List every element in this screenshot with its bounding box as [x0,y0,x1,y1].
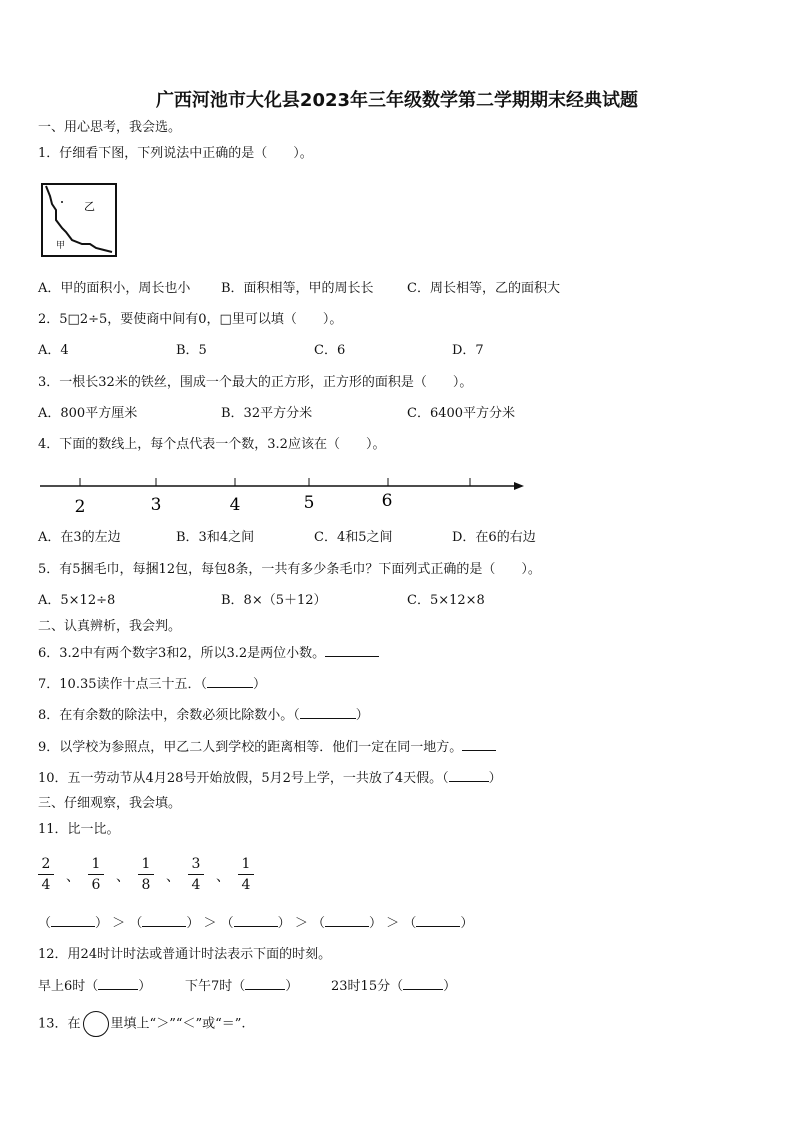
question-7-answer-blank[interactable] [207,675,253,688]
question-2-text: 2．5□2÷5，要使商中间有0，□里可以填（ ）。 [38,312,343,327]
fraction [88,856,104,893]
comparison-blank-4[interactable] [325,914,369,927]
close-paren: ） [369,916,383,931]
fraction-denominator: 4 [41,877,51,893]
fraction [188,856,204,893]
greater-than-sign: ＞ [294,916,308,931]
time-label: 23时15分（ [331,979,404,994]
question-2-option-c[interactable]: C．6 [314,343,346,358]
question-1-option-a[interactable]: A．甲的面积小，周长也小 [38,281,191,296]
question-12-item-2 [185,977,298,996]
fraction-bar [38,874,54,875]
question-7-close-paren: ） [253,677,267,692]
time-answer-blank-3[interactable] [403,977,443,990]
tick-label: 5 [303,493,315,513]
fraction-numerator: 1 [241,856,251,872]
fraction [38,856,54,893]
tick-label: 3 [150,495,162,515]
question-5-option-c[interactable]: C．5×12×8 [407,593,485,608]
close-paren: ） [285,979,299,994]
question-3-text: 3．一根长32米的铁丝，围成一个最大的正方形，正方形的面积是（ ）。 [38,375,473,390]
figure-square [42,184,116,256]
figure-label-jia: 甲 [56,241,66,251]
question-3-option-b[interactable]: B．32平方分米 [221,406,313,421]
question-5-option-a[interactable]: A．5×12÷8 [38,593,116,608]
question-8-close-paren: ） [355,708,369,723]
question-6-answer-blank[interactable] [325,644,379,657]
question-4-option-d[interactable]: D．在6的右边 [452,530,536,545]
fraction-denominator: 8 [141,877,151,893]
question-12-item-3 [331,977,456,996]
fraction-bar [88,874,104,875]
close-paren: ） [443,979,457,994]
question-6 [38,644,379,663]
separator: 、 [116,869,130,885]
question-4-option-a[interactable]: A．在3的左边 [38,530,121,545]
open-paren: （ [311,916,325,931]
comparison-blank-2[interactable] [142,914,186,927]
separator: 、 [66,869,80,885]
fraction-numerator: 2 [41,856,51,872]
tick-label: 2 [74,497,86,516]
greater-than-sign: ＞ [112,916,126,931]
number-line-arrow [514,482,524,490]
open-paren: （ [403,916,417,931]
question-4-option-c[interactable]: C．4和5之间 [314,530,393,545]
question-7-text: 7．10.35读作十点三十五．（ [38,677,207,692]
open-paren: （ [220,916,234,931]
question-1-text: 1．仔细看下图，下列说法中正确的是（ ）。 [38,146,313,161]
fraction-bar [238,874,254,875]
question-11-text: 11．比一比。 [38,822,120,837]
fraction-denominator: 4 [241,877,251,893]
question-1-option-b[interactable]: B．面积相等，甲的周长长 [221,281,374,296]
figure-label-yi: 乙 [84,200,95,213]
fraction-numerator: 1 [141,856,151,872]
question-9-text: 9．以学校为参照点，甲乙二人到学校的距离相等．他们一定在同一地方。 [38,740,463,755]
question-7 [38,675,266,694]
question-2-option-b[interactable]: B．5 [176,343,207,358]
question-1-figure [38,180,122,260]
question-2-option-d[interactable]: D．7 [452,343,484,358]
question-9-answer-blank[interactable] [462,738,496,751]
comparison-blank-3[interactable] [234,914,278,927]
question-8-answer-blank[interactable] [300,706,356,719]
question-13-text-before: 13．在 [38,1016,81,1032]
page-title: 广西河池市大化县2023年三年级数学第二学期期末经典试题 [155,90,639,111]
question-12-text: 12．用24时计时法或普通计时法表示下面的时刻。 [38,947,332,962]
greater-than-sign: ＞ [203,916,217,931]
circle-icon [83,1011,109,1037]
question-4-option-b[interactable]: B．3和4之间 [176,530,255,545]
fraction [138,856,154,893]
question-10 [38,769,502,788]
comparison-blank-1[interactable] [51,914,95,927]
question-13-text-after: 里填上“＞”“＜”或“＝”. [110,1016,246,1032]
question-10-close-paren: ） [488,771,502,786]
question-10-answer-blank[interactable] [449,769,489,782]
separator: 、 [166,869,180,885]
tick-label: 6 [381,491,393,511]
question-12-item-1 [38,977,151,996]
section-3-heading: 三、仔细观察，我会填。 [38,796,182,811]
close-paren: ） [277,916,291,931]
question-3-option-c[interactable]: C．6400平方分米 [407,406,516,421]
tick-label: 4 [229,495,241,515]
close-paren: ） [138,979,152,994]
question-10-text: 10．五一劳动节从4月28号开始放假，5月2号上学，一共放了4天假。（ [38,771,449,786]
time-answer-blank-1[interactable] [98,977,138,990]
fraction [238,856,254,893]
question-4-text: 4．下面的数线上，每个点代表一个数，3.2应该在（ ）。 [38,437,386,452]
fraction-numerator: 3 [191,856,201,872]
comparison-blank-5[interactable] [416,914,460,927]
number-line-figure [38,470,528,516]
fraction-bar [188,874,204,875]
close-paren: ） [186,916,200,931]
question-13 [38,1011,246,1038]
greater-than-sign: ＞ [386,916,400,931]
question-1-option-c[interactable]: C．周长相等，乙的面积大 [407,281,560,296]
question-3-option-a[interactable]: A．800平方厘米 [38,406,138,421]
question-9 [38,738,496,757]
separator: 、 [216,869,230,885]
question-5-text: 5．有5捆毛巾，每捆12包，每包8条，一共有多少条毛巾？下面列式正确的是（ ）。 [38,562,541,577]
question-6-text: 6．3.2中有两个数字3和2，所以3.2是两位小数。 [38,646,326,661]
fraction-numerator: 1 [91,856,101,872]
open-paren: （ [129,916,143,931]
section-1-heading: 一、用心思考，我会选。 [38,120,182,135]
question-2-option-a[interactable]: A．4 [38,343,69,358]
time-label: 早上6时（ [38,979,99,994]
section-2-heading: 二、认真辨析，我会判。 [38,619,182,634]
close-paren: ） [95,916,109,931]
fraction-denominator: 4 [191,877,201,893]
question-5-option-b[interactable]: B．8×（5＋12） [221,593,327,608]
time-label: 下午7时（ [185,979,246,994]
close-paren: ） [460,916,474,931]
question-11-comparison-row [38,914,473,933]
time-answer-blank-2[interactable] [245,977,285,990]
question-8-text: 8．在有余数的除法中，余数必须比除数小。（ [38,708,300,723]
fraction-denominator: 6 [91,877,101,893]
question-8 [38,706,369,725]
figure-dot [61,201,63,203]
fraction-bar [138,874,154,875]
open-paren: （ [38,916,52,931]
